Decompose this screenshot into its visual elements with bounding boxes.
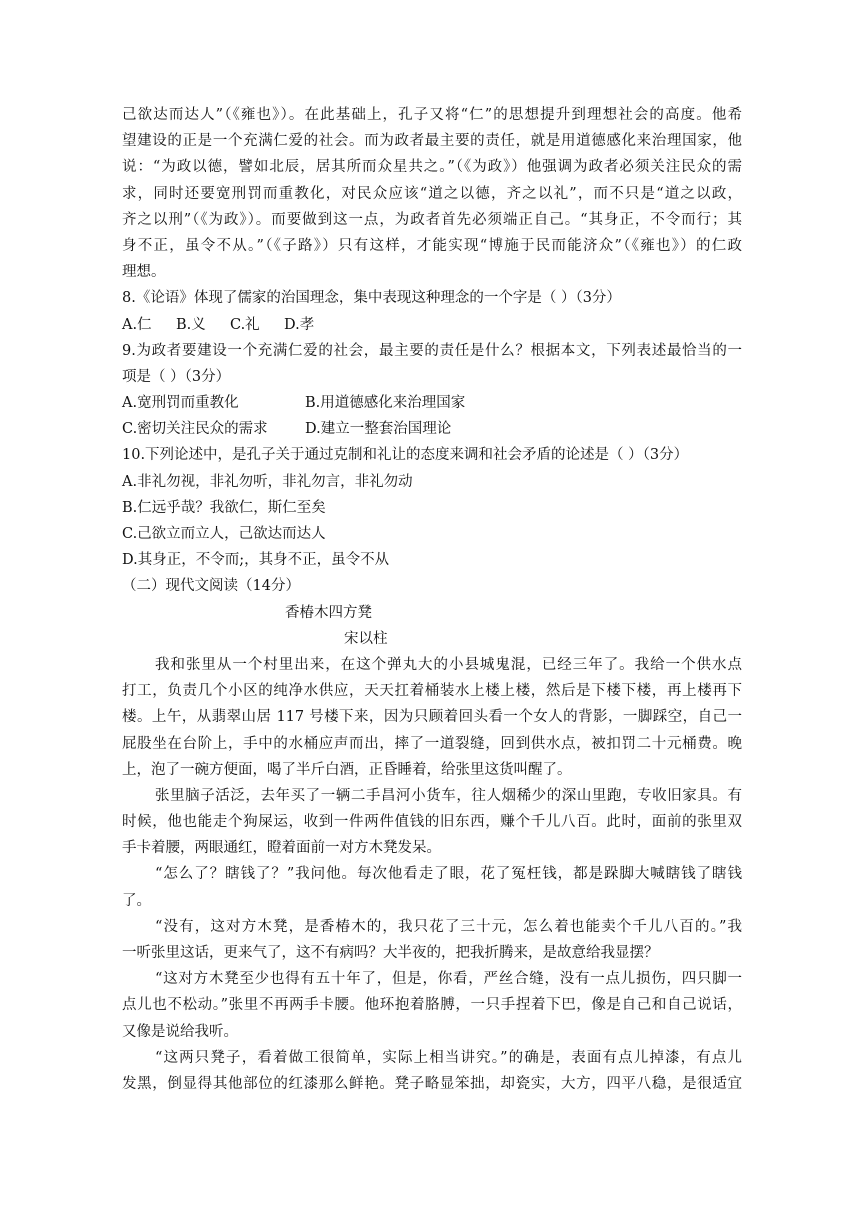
text-line: 齐之以刑”（《为政》）。而要做到这一点，为政者首先必须端正自己。“其身正，不令而行；其: [122, 211, 742, 228]
passage-continuation: [122, 102, 742, 285]
text-line: “这两只凳子，看着做工很简单，实际上相当讲究。”的确是，表面有点儿掉漆，有点儿: [155, 1049, 742, 1066]
text-line: 又像是说给我听。: [122, 1023, 238, 1040]
question-stem: 9.为政者要建设一个充满仁爱的社会，最主要的责任是什么？根据本文，下列表述最恰当的一: [122, 342, 742, 359]
option-d: D.其身正，不令而;，其身不正，虽令不从: [122, 552, 390, 569]
option-c: C.己欲立而立人，己欲达而达人: [122, 526, 326, 542]
option-a: A.非礼勿视，非礼勿听，非礼勿言，非礼勿动: [122, 473, 413, 490]
option-b: B.义: [176, 316, 206, 333]
story-body: [122, 652, 742, 1097]
text-line: 手卡着腰，两眼通红，瞪着面前一对方木凳发呆。: [122, 840, 441, 857]
text-line: 了。: [122, 892, 151, 909]
paragraph: [122, 861, 742, 913]
text-line: 楼。上午，从翡翠山居 117 号楼下来，因为只顾着回头看一个女人的背影，一脚踩空，自己一: [122, 709, 742, 726]
text-line: 身不正，虽令不从。”（《子路》）只有这样，才能实现“博施于民而能济众”（《雍也》）的仁政: [122, 237, 742, 254]
question-options: [122, 416, 742, 442]
section-two: [122, 573, 742, 652]
text-line: 打工，负责几个小区的纯净水供应，天天扛着桶装水上楼上楼，然后是下楼下楼，再上楼再下: [122, 683, 742, 700]
question-options: [122, 312, 742, 338]
document-page: [122, 102, 742, 1097]
option-d: D.建立一整套治国理论: [305, 421, 452, 438]
option-c: C.礼: [230, 316, 260, 333]
option-b: B.用道德感化来治理国家: [305, 395, 466, 412]
question-stem: 10.下列论述中，是孔子关于通过克制和礼让的态度来调和社会矛盾的论述是（ ）（3分）: [122, 447, 689, 464]
paragraph: [122, 966, 742, 1045]
text-line: 屁股坐在台阶上，手中的水桶应声而出，摔了一道裂缝，回到供水点，被扣罚二十元桶费。晚: [122, 735, 742, 752]
question-8: [122, 285, 742, 337]
text-line: 说：“为政以德，譬如北辰，居其所而众星共之。”（《为政》）他强调为政者必须关注民众的需: [122, 159, 742, 176]
text-line: 上，泡了一碗方便面，喝了半斤白酒，正昏睡着，给张里这货叫醒了。: [122, 761, 572, 778]
text-line: 我和张里从一个村里出来，在这个弹丸大的小县城鬼混，已经三年了。我给一个供水点: [155, 656, 742, 673]
option-a: A.宽刑罚而重教化: [122, 395, 239, 412]
paragraph: [122, 652, 742, 783]
question-stem-continued: 项是（ ）（3分）: [122, 368, 231, 385]
text-line: 发黑，倒显得其他部位的红漆那么鲜艳。凳子略显笨拙，却瓷实，大方，四平八稳，是很适宜: [122, 1075, 742, 1092]
question-9: [122, 338, 742, 443]
text-line: 己欲达而达人”（《雍也》）。在此基础上，孔子又将“仁”的思想提升到理想社会的高度。他希: [122, 107, 742, 123]
option-c: C.密切关注民众的需求: [122, 421, 268, 438]
text-line: “没有，这对方木凳，是香椿木的，我只花了三十元，怎么着也能卖个千儿八百的。”我: [155, 918, 742, 935]
paragraph: [122, 914, 742, 966]
text-line: 一听张里这话，更来气了，这不有病吗？大半夜的，把我折腾来，是故意给我显摆？: [122, 945, 659, 961]
text-line: 望建设的正是一个充满仁爱的社会。而为政者最主要的责任，就是用道德感化来治理国家，他: [122, 133, 742, 150]
text-line: 求，同时还要宽刑罚而重教化，对民众应该“道之以德，齐之以礼”，而不只是“道之以政，: [122, 185, 742, 202]
paragraph: [122, 1045, 742, 1097]
story-author: 宋以柱: [344, 630, 388, 647]
text-line: 时候，他也能走个狗屎运，收到一件两件值钱的旧东西，赚个千儿八百。此时，面前的张里双: [122, 814, 742, 831]
text-line: “这对方木凳至少也得有五十年了，但是，你看，严丝合缝，没有一点儿损伤，四只脚一: [155, 971, 742, 988]
question-options: [122, 390, 742, 416]
text-line: 张里脑子活泛，去年买了一辆二手昌河小货车，往人烟稀少的深山里跑，专收旧家具。有: [155, 787, 742, 804]
text-line: 理想。: [122, 264, 166, 281]
paragraph: [122, 783, 742, 862]
option-b: B.仁远乎哉？我欲仁，斯仁至矣: [122, 499, 326, 516]
text-line: 点儿也不松动。”张里不再两手卡腰。他环抱着胳膊，一只手捏着下巴，像是自己和自己说话，: [122, 997, 742, 1014]
option-d: D.孝: [284, 316, 315, 333]
text-line: “怎么了？瞎钱了？”我问他。每次他看走了眼，花了冤枉钱，都是跺脚大喊瞎钱了瞎钱: [155, 866, 742, 883]
story-title: 香椿木四方凳: [285, 604, 372, 621]
section-heading: （二）现代文阅读（14分）: [122, 578, 300, 595]
question-10: [122, 442, 742, 573]
option-a: A.仁: [122, 316, 152, 333]
question-stem: 8.《论语》体现了儒家的治国理念，集中表现这种理念的一个字是（ ）（3分）: [122, 290, 621, 307]
